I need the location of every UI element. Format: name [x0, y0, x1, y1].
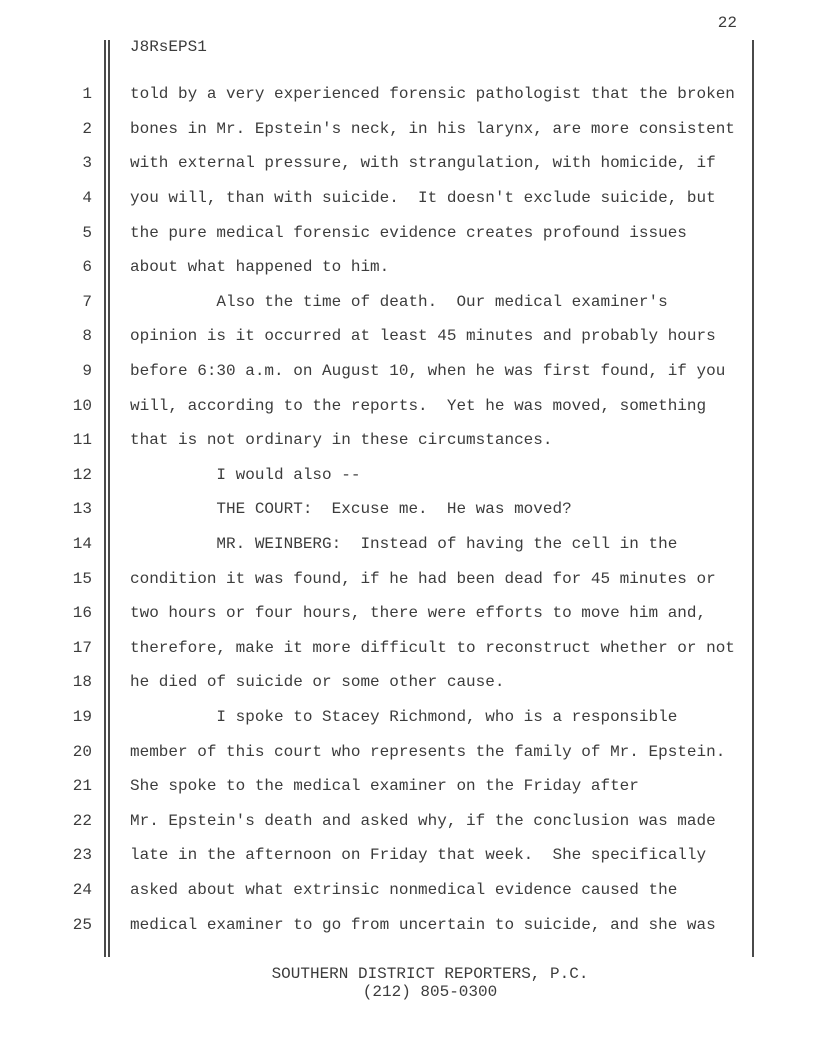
line-text: therefore, make it more difficult to reconstruct whether or not — [130, 638, 735, 657]
line-number: 19 — [72, 707, 92, 726]
line-number: 3 — [82, 154, 92, 173]
transcript-line — [0, 423, 816, 458]
line-number: 2 — [82, 119, 92, 138]
line-text: I spoke to Stacey Richmond, who is a responsible — [130, 707, 678, 726]
transcript-line — [0, 769, 816, 804]
transcript-line — [0, 250, 816, 285]
line-text: before 6:30 a.m. on August 10, when he was first found, if you — [130, 362, 726, 381]
transcript-line — [0, 596, 816, 631]
line-text: will, according to the reports. Yet he was moved, something — [130, 396, 707, 415]
line-number: 6 — [82, 258, 92, 277]
line-text: you will, than with suicide. It doesn't exclude suicide, but — [130, 189, 716, 208]
line-number: 24 — [72, 880, 92, 899]
line-number: 13 — [72, 500, 92, 519]
line-number: 1 — [82, 85, 92, 104]
transcript-line — [0, 700, 816, 735]
line-text: opinion is it occurred at least 45 minutes and probably hours — [130, 327, 716, 346]
transcript-line — [0, 492, 816, 527]
transcript-line — [0, 561, 816, 596]
line-number: 14 — [72, 535, 92, 554]
page-number: 22 — [717, 14, 737, 32]
transcript-line — [0, 354, 816, 389]
reporter-footer — [105, 966, 755, 1001]
line-text: She spoke to the medical examiner on the Friday after — [130, 777, 639, 796]
line-text: THE COURT: Excuse me. He was moved? — [130, 500, 572, 519]
line-number: 16 — [72, 604, 92, 623]
line-number: 18 — [72, 673, 92, 692]
transcript-line — [0, 215, 816, 250]
line-number: 20 — [72, 742, 92, 761]
line-text: told by a very experienced forensic pathologist that the broken — [130, 85, 735, 104]
transcript-line — [0, 458, 816, 493]
line-text: medical examiner to go from uncertain to suicide, and she was — [130, 915, 716, 934]
transcript-line — [0, 77, 816, 112]
line-text: with external pressure, with strangulation, with homicide, if — [130, 154, 716, 173]
transcript-line — [0, 285, 816, 320]
line-number: 11 — [72, 431, 92, 450]
transcript-line — [0, 527, 816, 562]
transcript-line — [0, 907, 816, 942]
line-number: 25 — [72, 915, 92, 934]
line-number: 8 — [82, 327, 92, 346]
transcript-line — [0, 803, 816, 838]
transcript-line — [0, 631, 816, 666]
line-number: 17 — [72, 638, 92, 657]
transcript-header-code: J8RsEPS1 — [130, 38, 207, 56]
transcript-line — [0, 112, 816, 147]
line-number: 9 — [82, 362, 92, 381]
reporter-phone: (212) 805-0300 — [362, 982, 498, 1001]
transcript-line — [0, 319, 816, 354]
line-text: the pure medical forensic evidence creates profound issues — [130, 223, 687, 242]
line-text: about what happened to him. — [130, 258, 390, 277]
line-text: condition it was found, if he had been dead for 45 minutes or — [130, 569, 716, 588]
line-number: 10 — [72, 396, 92, 415]
transcript-line — [0, 838, 816, 873]
line-number: 21 — [72, 777, 92, 796]
line-number: 5 — [82, 223, 92, 242]
line-number: 15 — [72, 569, 92, 588]
line-text: Mr. Epstein's death and asked why, if the conclusion was made — [130, 811, 716, 830]
line-text: two hours or four hours, there were efforts to move him and, — [130, 604, 707, 623]
transcript-line — [0, 873, 816, 908]
line-text: Also the time of death. Our medical examiner's — [130, 292, 668, 311]
reporter-name: SOUTHERN DISTRICT REPORTERS, P.C. — [271, 965, 589, 983]
transcript-line — [0, 146, 816, 181]
transcript-line — [0, 665, 816, 700]
line-text: asked about what extrinsic nonmedical evidence caused the — [130, 880, 678, 899]
transcript-body — [0, 77, 816, 942]
line-text: that is not ordinary in these circumstances. — [130, 431, 553, 450]
line-text: I would also -- — [130, 465, 361, 484]
line-number: 7 — [82, 292, 92, 311]
line-text: he died of suicide or some other cause. — [130, 673, 505, 692]
line-text: late in the afternoon on Friday that week. She specifically — [130, 846, 707, 865]
line-text: MR. WEINBERG: Instead of having the cell in the — [130, 535, 678, 554]
line-number: 12 — [72, 465, 92, 484]
line-number: 22 — [72, 811, 92, 830]
transcript-line — [0, 734, 816, 769]
transcript-line — [0, 181, 816, 216]
line-number: 23 — [72, 846, 92, 865]
line-text: member of this court who represents the family of Mr. Epstein. — [130, 742, 726, 761]
transcript-line — [0, 388, 816, 423]
line-text: bones in Mr. Epstein's neck, in his larynx, are more consistent — [130, 119, 735, 138]
line-number: 4 — [82, 189, 92, 208]
